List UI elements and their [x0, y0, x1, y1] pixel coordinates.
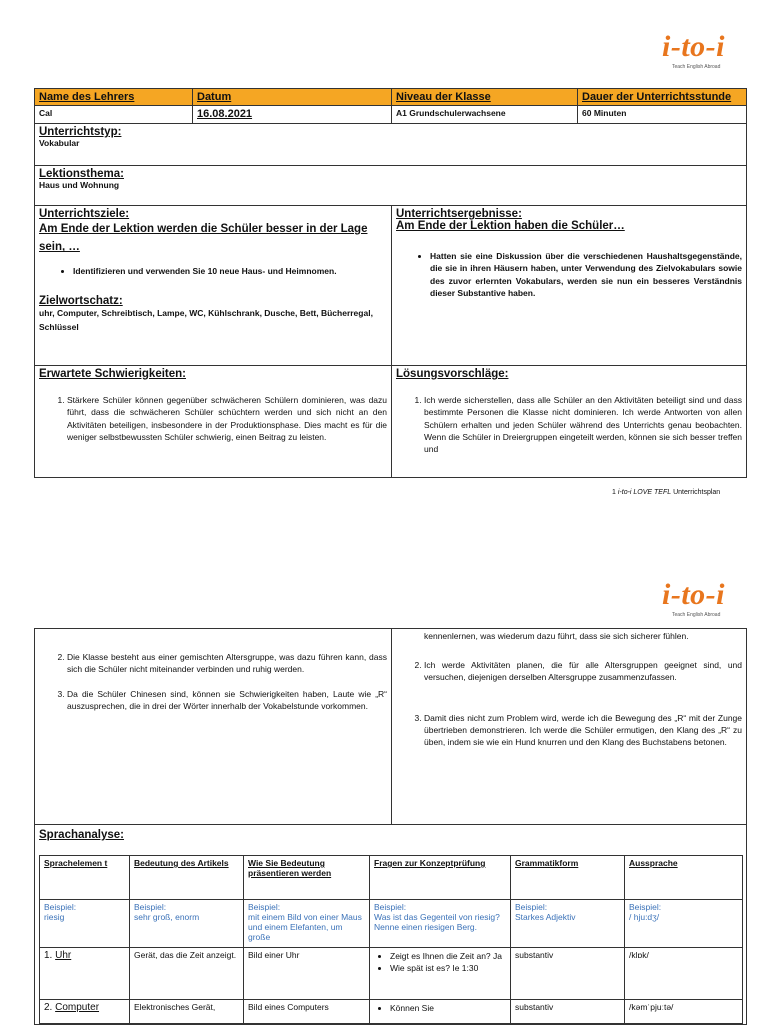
footer-text: Unterrichtsplan: [673, 489, 721, 496]
example-pronunciation: Beispiel: / hju:dӡ/: [625, 900, 743, 948]
difficulty-item-3: 3. Da die Schüler Chinesen sind, können sie Schwierigkeiten haben, Laute wie „R“ auszusprechen, die in drei der Wörter innerhalb der Vokabelstunde vorkommen.: [67, 688, 387, 713]
row-present: Bild einer Uhr: [244, 948, 370, 1000]
solution-item-2: 2. Ich werde Aktivitäten planen, die für alle Altersgruppen geeignet sind, und versuchen, diejenigen derselben Altersgruppe zusammenzufassen.: [424, 659, 742, 684]
outcome-item: • Hatten sie eine Diskussion über die verschiedenen Haushaltsgegenstände, die sie in ihren Häusern haben, unter Verwendung des Zielvokabulars sowie des zuvor erlernten Vokabulars, werden sie nun ein besseres Verständnis dieser Substantive haben.: [430, 250, 742, 299]
header-teacher-label: Name des Lehrers: [35, 89, 193, 106]
row-meaning: Elektronisches Gerät,: [130, 1000, 244, 1024]
col-header-grammar: Grammatikform: [511, 856, 625, 900]
footer-brand: i-to-i LOVE TEFL: [617, 489, 672, 496]
lesson-plan-table-2: [34, 628, 747, 1025]
difficulties-label: Erwartete Schwierigkeiten:: [39, 368, 186, 380]
objectives-intro: Am Ende der Lektion werden die Schüler besser in der Lage sein, …: [39, 223, 368, 254]
row-number: 2.: [44, 1002, 53, 1013]
row-ccq-item: • Können Sie: [390, 1002, 506, 1014]
logo: i-to-i: [662, 30, 725, 63]
row-meaning: Gerät, das die Zeit anzeigt.: [130, 948, 244, 1000]
header-date-label: Datum: [193, 89, 392, 106]
row-pronunciation: /kəmˈpjuːtə/: [625, 1000, 743, 1024]
target-vocab-label: Zielwortschatz:: [39, 295, 123, 308]
logo-tagline: Teach English Abroad: [672, 612, 721, 618]
page-1: [0, 0, 768, 500]
difficulty-item-2: 2. Die Klasse besteht aus einer gemischten Altersgruppe, was dazu führen kann, dass sich die Schüler nicht miteinander verbinden und ruhig werden.: [67, 651, 387, 676]
page-2: [0, 540, 768, 1024]
target-vocab: uhr, Computer, Schreibtisch, Lampe, WC, Kühlschrank, Dusche, Bett, Bücherregal, Schlüssel: [39, 308, 373, 332]
table-row: [40, 948, 743, 1000]
example-present: Beispiel: mit einem Bild von einer Maus und einem Elefanten, um große: [244, 900, 370, 948]
solution-item-1: 1. Ich werde sicherstellen, dass alle Schüler an den Aktivitäten beteiligt sind und dass bestimmte Personen die Klasse nicht dominieren. Ich werde Antworten von allen Schülern erhalten und jeden Schüler während des Unterrichts genau beobachten. Wenn die Schüler in Dreiergruppen eingeteilt werden, können sie sich besser treffen und: [424, 394, 742, 456]
lesson-type-label: Unterrichtstyp:: [39, 126, 122, 138]
lesson-topic-value: Haus und Wohnung: [39, 180, 120, 190]
solution-item-3: 3. Damit dies nicht zum Problem wird, werde ich die Bewegung des „R“ mit der Zunge übertrieben demonstrieren. Ich werde die Schüler ermutigen, den Klang des „R“ zu üben, indem sie wie ein Hund knurren und den Klang des Buchstabens betonen.: [424, 712, 742, 749]
lesson-duration: 60 Minuten: [578, 106, 747, 124]
language-analysis-table: [39, 855, 743, 1024]
lesson-plan-table-1: [34, 88, 747, 478]
row-ccq-item: • Wie spät ist es? Ie 1:30: [390, 962, 506, 974]
example-ccq: Beispiel: Was ist das Gegenteil von riesig? Nenne einen riesigen Berg.: [370, 900, 511, 948]
class-level: A1 Grundschulerwachsene: [392, 106, 578, 124]
col-header-element: Sprachelemen t: [40, 856, 130, 900]
header-level-label: Niveau der Klasse: [392, 89, 578, 106]
row-pronunciation: /klɒk/: [625, 948, 743, 1000]
outcomes-label: Unterrichtsergebnisse:: [396, 208, 522, 220]
logo: i-to-i: [662, 578, 725, 611]
example-element: Beispiel: riesig: [40, 900, 130, 948]
logo-tagline: Teach English Abroad: [672, 64, 721, 70]
difficulty-item-1: 1. Stärkere Schüler können gegenüber schwächeren Schülern dominieren, was dazu führt, dass die schwächeren Schüler schüchtern werden und sich nicht an den Aktivitäten beteiligen, insbesondere in der Produktionsphase. Dies macht es für die weniger selbstbewussten Schüler schwierig, einen Beitrag zu leisten.: [67, 394, 387, 443]
teacher-name: Cal: [35, 106, 193, 124]
row-number: 1.: [44, 950, 53, 961]
header-duration-label: Dauer der Unterrichtsstunde: [578, 89, 747, 106]
row-present: Bild eines Computers: [244, 1000, 370, 1024]
row-word: Computer: [55, 1002, 100, 1013]
row-word: Uhr: [55, 950, 72, 961]
page-footer: [612, 489, 720, 496]
solutions-label: Lösungsvorschläge:: [396, 368, 509, 380]
objective-item: • Identifizieren und verwenden Sie 10 neue Haus- und Heimnomen.: [73, 265, 387, 277]
example-meaning: Beispiel: sehr groß, enorm: [130, 900, 244, 948]
language-analysis-label: Sprachanalyse:: [39, 829, 125, 841]
col-header-present: Wie Sie Bedeutung präsentieren werden: [244, 856, 370, 900]
col-header-ccq: Fragen zur Konzeptprüfung: [370, 856, 511, 900]
lesson-date: 16.08.2021: [193, 106, 392, 124]
outcomes-intro: Am Ende der Lektion haben die Schüler…: [396, 220, 625, 232]
example-grammar: Beispiel: Starkes Adjektiv: [511, 900, 625, 948]
row-grammar: substantiv: [511, 948, 625, 1000]
table-row: [40, 1000, 743, 1024]
row-ccq-item: • Zeigt es Ihnen die Zeit an? Ja: [390, 950, 506, 962]
solution-item-1-cont: kennenlernen, was wiederum dazu führt, dass sie sich sicherer fühlen.: [424, 631, 689, 641]
col-header-meaning: Bedeutung des Artikels: [130, 856, 244, 900]
objectives-label: Unterrichtsziele:: [39, 208, 130, 220]
page-number: 1: [612, 489, 616, 496]
col-header-pronunciation: Aussprache: [625, 856, 743, 900]
row-grammar: substantiv: [511, 1000, 625, 1024]
lesson-topic-label: Lektionsthema:: [39, 168, 124, 180]
lesson-type-value: Vokabular: [39, 138, 80, 148]
